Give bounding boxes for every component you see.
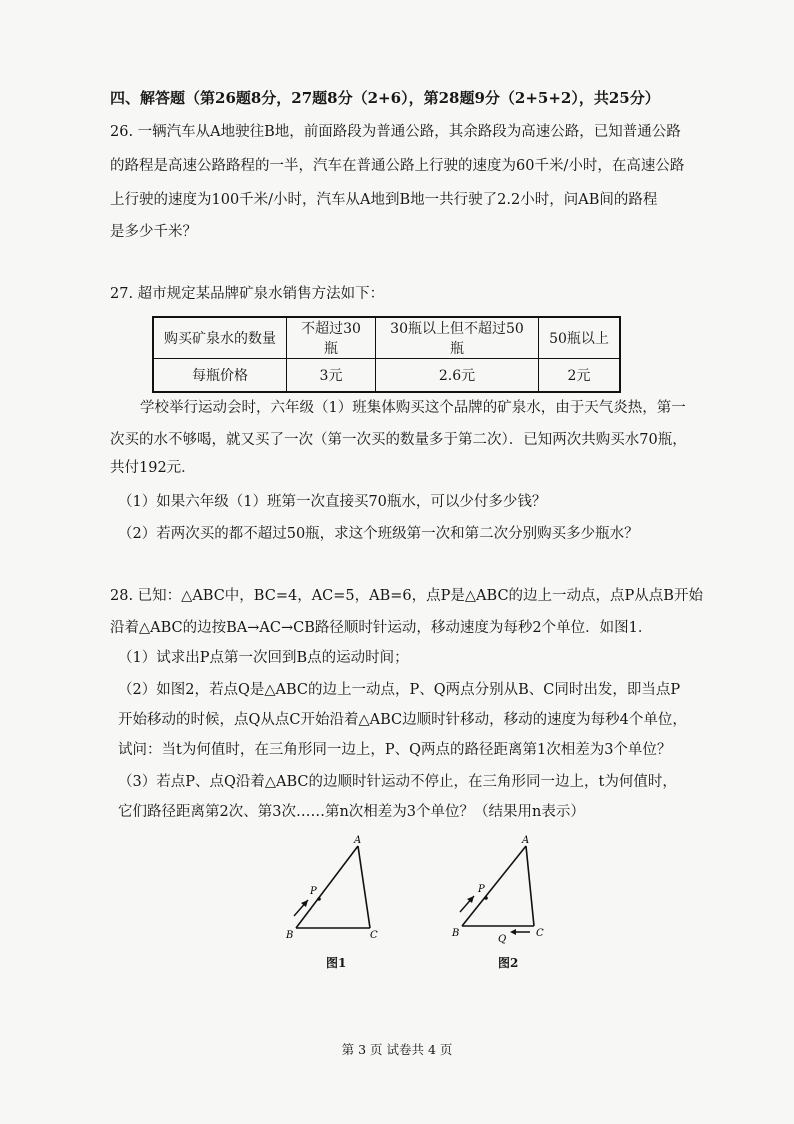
q26-line-1: 26. 一辆汽车从A地驶往B地，前面路段为普通公路，其余路段为高速公路，已知普通公路: [110, 124, 681, 140]
fig2-side-ba: [462, 846, 526, 926]
fig1-side-ac: [358, 846, 370, 928]
fig1-label-a: A: [354, 835, 362, 846]
fig2-label-b: B: [452, 928, 460, 939]
figure-2-caption: 图2: [498, 956, 519, 970]
fig2-side-ac: [526, 846, 534, 926]
q28-line-4: （2）如图2，若点Q是△ABC的边上一动点，P、Q两点分别从B、C同时出发，即当点P: [118, 682, 681, 698]
fig2-label-c: C: [536, 928, 544, 939]
fig2-point-p: [484, 896, 488, 900]
q28-line-3: （1）试求出P点第一次回到B点的运动时间；: [118, 650, 409, 666]
fig2-label-q: Q: [498, 934, 507, 945]
q27-intro: 27. 超市规定某品牌矿泉水销售方法如下：: [110, 286, 385, 302]
price-table: [152, 316, 621, 393]
fig1-label-c: C: [370, 930, 378, 941]
table-header-cell: 50瓶以上: [539, 317, 621, 359]
fig1-label-b: B: [286, 930, 294, 941]
figure-1: [278, 832, 388, 948]
q26-line-2: 的路程是高速公路路程的一半，汽车在普通公路上行驶的速度为60千米/小时，在高速公路: [110, 158, 685, 174]
table-header-cell: 购买矿泉水的数量: [153, 317, 287, 359]
fig2-label-p: P: [478, 884, 485, 895]
q28-line-6: 试问：当t为何值时，在三角形同一边上，P、Q两点的路径距离第1次相差为3个单位？: [118, 742, 672, 758]
q28-line-1: 28. 已知：△ABC中，BC=4，AC=5，AB=6，点P是△ABC的边上一动点，点P从点B开始: [110, 588, 703, 604]
table-row-label: 每瓶价格: [153, 359, 287, 393]
fig1-point-p: [317, 897, 321, 901]
table-cell: 3元: [287, 359, 376, 393]
table-row: [153, 317, 620, 359]
table-header-cell: 不超过30瓶: [287, 317, 376, 359]
table-cell: 2元: [539, 359, 621, 393]
figure-2: [448, 832, 558, 948]
table-cell: 2.6元: [376, 359, 539, 393]
q27-body-3: 共付192元．: [110, 460, 196, 476]
q27-sub-1: （1）如果六年级（1）班第一次直接买70瓶水，可以少付多少钱？: [118, 494, 547, 510]
section-header: 四、解答题（第26题8分，27题8分（2+6），第28题9分（2+5+2），共25分）: [110, 89, 660, 107]
q27-sub-2: （2）若两次买的都不超过50瓶，求这个班级第一次和第二次分别购买多少瓶水？: [118, 526, 639, 542]
q27-body-2: 次买的水不够喝，就又买了一次（第一次买的数量多于第二次）．已知两次共购买水70瓶，: [110, 432, 687, 448]
fig1-side-ba: [296, 846, 358, 928]
q27-body-1: 学校举行运动会时，六年级（1）班集体购买这个品牌的矿泉水，由于天气炎热，第一: [140, 400, 686, 416]
table-row: [153, 359, 620, 393]
q26-line-4: 是多少千米？: [110, 224, 197, 240]
q26-line-3: 上行驶的速度为100千米/小时，汽车从A地到B地一共行驶了2.2小时，问AB间的路程: [110, 192, 658, 208]
fig2-arrowhead-q: [510, 929, 516, 935]
q28-line-2: 沿着△ABC的边按BA→AC→CB路径顺时针运动，移动速度为每秒2个单位．如图1．: [110, 620, 653, 636]
q28-line-8: 它们路径距离第2次、第3次……第n次相差为3个单位？（结果用n表示）: [118, 804, 585, 820]
page-footer: 第 3 页 试卷共 4 页: [341, 1042, 453, 1057]
q28-line-5: 开始移动的时候，点Q从点C开始沿着△ABC边顺时针移动，移动的速度为每秒4个单位，: [118, 712, 687, 728]
fig2-label-a: A: [522, 835, 530, 846]
table-header-cell: 30瓶以上但不超过50瓶: [376, 317, 539, 359]
q28-line-7: （3）若点P、点Q沿着△ABC的边顺时针运动不停止，在三角形同一边上，t为何值时，: [118, 774, 677, 790]
figure-1-caption: 图1: [326, 956, 347, 970]
fig1-label-p: P: [310, 886, 317, 897]
